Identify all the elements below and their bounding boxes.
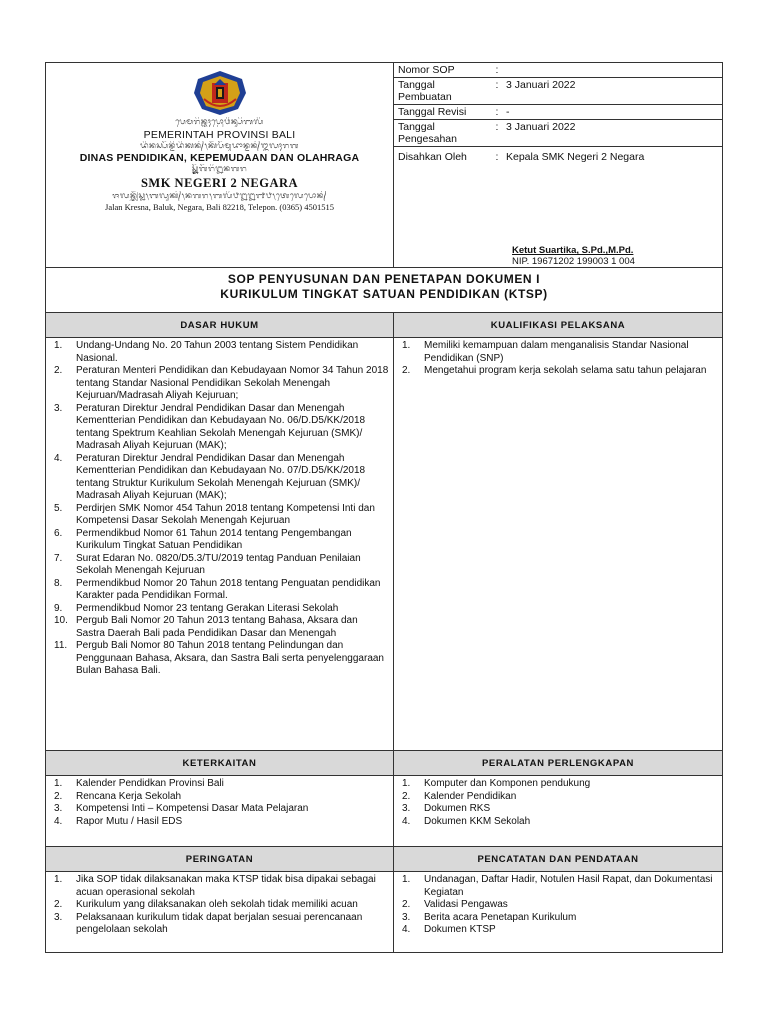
section-body-keterkaitan [46,776,394,847]
peringatan-list [50,874,389,937]
list-item-number: 10. [54,615,68,626]
list-item-text: Permendikbud Nomor 61 Tahun 2014 tentang Pengembangan Kurikulum Tingkat Satuan Pendidikan [76,527,352,551]
section-heading-kualifikasi: KUALIFIKASI PELAKSANA [394,313,723,338]
list-item-number: 4. [402,924,411,935]
list-item [398,874,718,899]
list-item-text: Perdirjen SMK Nomor 454 Tahun 2018 tentang Kompetensi Inti dan Kompetensi Dasar Sekolah Menengah Kejuruan [76,502,375,526]
list-item [50,603,389,616]
section-heading-peringatan: PERINGATAN [46,847,394,872]
list-item-number: 3. [402,911,411,923]
list-item-text: Kalender Pendidikan [424,790,517,802]
section-heading-keterkaitan: KETERKAITAN [46,751,394,776]
list-item [50,816,389,829]
section-body-peringatan [46,872,394,953]
section-heading-pencatatan: PENCATATAN DAN PENDATAAN [394,847,723,872]
school-address: Jalan Kresna, Baluk, Negara, Bali 82218, Telepon. (0365) 4501515 [105,202,334,212]
list-item-text: Rencana Kerja Sekolah [76,790,182,802]
school-name: SMK NEGERI 2 NEGARA [140,176,299,190]
list-item [50,803,389,816]
list-item [50,615,389,640]
list-item-number: 9. [54,602,63,614]
list-item [50,453,389,503]
list-item-number: 8. [54,577,63,589]
list-item-number: 2. [54,365,63,376]
list-item-number: 2. [402,899,411,910]
list-item [50,578,389,603]
section-heading-peralatan: PERALATAN PERLENGKAPAN [394,751,723,776]
list-item-text: Dokumen RKS [424,803,491,814]
metadata-colon: : [495,79,499,91]
sop-metadata [394,63,723,268]
list-item [50,553,389,578]
list-item-text: Jika SOP tidak dilaksanakan maka KTSP tidak bisa dipakai sebagai acuan operasional sekolah [76,874,376,898]
sop-document [45,62,722,953]
list-item-text: Pergub Bali Nomor 20 Tahun 2013 tentang Bahasa, Aksara dan Sastra Daerah Bali pada Pendidikan Dasar dan Menengah [76,615,358,639]
list-item [398,899,718,912]
list-item [50,791,389,804]
list-item [398,778,718,791]
dasar-hukum-list [50,340,389,678]
peralatan-list [398,778,718,828]
list-item-text: Pelaksanaan kurikulum tidak dapat berjalan sesuai perencanaan pengelolaan sekolah [76,911,363,935]
list-item-text: Permendikbud Nomor 20 Tahun 2018 tentang Penguatan pendidikan Karakter pada Pendidikan Formal. [76,577,381,601]
metadata-label: Tanggal Revisi [398,106,467,118]
list-item [50,778,389,791]
list-item-number: 4. [402,815,411,827]
list-item-number: 3. [54,803,63,814]
sop-table [45,62,723,953]
metadata-row [394,147,722,169]
list-item [50,365,389,403]
list-item-text: Peraturan Menteri Pendidikan dan Kebudayaan Nomor 34 Tahun 2018 tentang Standar Nasional Pendidikan Sekolah Menengah Kejuruan/Madrasah Aliyah Kejuruan; [76,365,389,401]
list-item-text: Permendikbud Nomor 23 tentang Gerakan Literasi Sekolah [76,602,339,614]
list-item-number: 6. [54,527,63,539]
list-item-number: 1. [402,778,411,789]
list-item-text: Peraturan Direktur Jendral Pendidikan Dasar dan Menengah Kementterian Pendidikan dan Kebudayaan No. 06/D.D5/KK/2018 tentang Spektrum Keahlian Sekolah Menengah Kejuruan (SMK)/ Madrasah Aliyah Kejuruan (MAK); [76,402,366,451]
document-title [46,268,723,313]
title-line-2: KURIKULUM TINGKAT SATUAN PENDIDIKAN (KTSP) [220,287,548,301]
metadata-label: Disahkan Oleh [398,151,467,163]
metadata-colon: : [495,106,499,118]
section-body-peralatan [394,776,723,847]
signatory-nip: NIP. 19671202 199003 1 004 [512,256,635,267]
list-item-number: 1. [54,778,63,789]
list-item-text: Mengetahui program kerja sekolah selama satu tahun pelajaran [424,365,707,376]
list-item [398,924,718,937]
metadata-row [394,78,722,105]
balinese-script-line: ᬲ᭄ᬫ᭄ᬓ᭄ᬦᭂᬕᭂᬭᬶ᭒ᬦᬕᬭ [191,164,248,173]
kualifikasi-list [398,340,718,378]
list-item-text: Undang-Undang No. 20 Tahun 2003 tentang Sistem Pendidikan Nasional. [76,340,359,364]
list-item-number: 7. [54,552,63,564]
list-item [50,528,389,553]
list-item-text: Surat Edaran No. 0820/D5.3/TU/2019 tentag Panduan Penilaian Sekolah Menengah Kejuruan [76,552,361,576]
bali-province-logo-icon [190,69,250,117]
metadata-value: 3 Januari 2022 [506,79,576,91]
balinese-script-line: ᬚᬮᬦ᭄ᬓ᭄ᬭᭂᬲ᭄ᬦ᭞ᬩᬮᬸᬓ᭄᭞ᬦᬕᬭ᭞ᬩᬮᬶ᭘᭒᭒᭑᭘᭞ᬢᬾᬮᬾᬧᭀᬦ᭄ [112,191,327,200]
list-item-number: 1. [54,874,63,885]
list-item-text: Berita acara Penetapan Kurikulum [424,911,577,923]
list-item [398,340,718,365]
metadata-table [394,63,722,169]
balinese-script-line: ᬧᬾᬫᬭᬶᬦ᭄ᬢᬄᬧ᭄ᬭᭀᬯᬶᬦ᭄ᬲᬶᬩᬮᬶ [175,117,264,126]
metadata-row [394,120,722,147]
list-item [50,403,389,453]
list-item-number: 4. [54,452,63,464]
list-item [50,912,389,937]
metadata-value: - [506,106,510,118]
list-item-number: 2. [54,790,63,802]
metadata-row [394,63,722,78]
list-item-number: 1. [54,340,63,351]
list-item-number: 3. [402,803,411,814]
list-item [398,365,718,378]
list-item-number: 5. [54,502,63,514]
balinese-script-line: ᬤᬶᬦᬲ᭄ᬧᭂᬦ᭄ᬤᬶᬤᬶᬓᬦ᭄᭞ᬓᭂᬧᭂᬫᬸᬤᬵᬦ᭄ᬤᬦ᭄ᬑᬮᬄᬭᬕ [139,141,300,150]
metadata-value: 3 Januari 2022 [506,121,576,133]
letterhead [46,63,394,268]
metadata-colon: : [495,121,499,133]
list-item-number: 2. [402,365,411,376]
signatory-name: Ketut Suartika, S.Pd.,M.Pd. [512,245,634,256]
list-item [50,503,389,528]
list-item-text: Validasi Pengawas [424,899,508,910]
pencatatan-list [398,874,718,937]
metadata-label: Tanggal Pengesahan [398,121,457,145]
list-item-number: 1. [402,340,411,351]
list-item-text: Kalender Pendidkan Provinsi Bali [76,778,224,789]
list-item-text: Komputer dan Komponen pendukung [424,778,591,789]
metadata-row [394,105,722,120]
section-body-dasar-hukum [46,338,394,751]
keterkaitan-list [50,778,389,828]
list-item [50,340,389,365]
list-item-text: Peraturan Direktur Jendral Pendidikan Dasar dan Menengah Kementterian Pendidikan dan Kebudayaan No. 07/D.D5/KK/2018 tentang Struktur Kurikulum Sekolah Menengah Kejuruan (SMK)/ Madrasah Aliyah Kejuruan (MAK); [76,452,366,501]
list-item-text: Memiliki kemampuan dalam menganalisis Standar Nasional Pendidikan (SNP) [424,340,689,364]
list-item-number: 3. [54,402,63,414]
department-name: DINAS PENDIDIKAN, KEPEMUDAAN DAN OLAHRAGA [79,152,360,164]
title-line-1: SOP PENYUSUNAN DAN PENETAPAN DOKUMEN I [227,272,541,286]
section-body-pencatatan [394,872,723,953]
list-item-text: Pergub Bali Nomor 80 Tahun 2018 tentang Pelindungan dan Penggunaan Bahasa, Aksara, dan Sastra Bali serta penyelenggaraan Bulan Bahasa Bali. [76,640,384,676]
list-item [398,803,718,816]
list-item-number: 2. [54,899,63,910]
list-item [398,816,718,829]
list-item-number: 4. [54,815,63,827]
list-item [398,791,718,804]
list-item-text: Undanagan, Daftar Hadir, Notulen Hasil Rapat, dan Dokumentasi Kegiatan [424,874,713,898]
list-item-text: Dokumen KTSP [424,924,496,935]
metadata-label: Tanggal Pembuatan [398,79,452,103]
list-item-number: 2. [402,790,411,802]
list-item-number: 3. [54,911,63,923]
government-name: PEMERINTAH PROVINSI BALI [143,129,296,141]
list-item-number: 1. [402,874,411,885]
section-heading-dasar-hukum: DASAR HUKUM [46,313,394,338]
list-item-text: Rapor Mutu / Hasil EDS [76,815,183,827]
section-body-kualifikasi [394,338,723,751]
metadata-colon: : [495,151,499,163]
list-item-text: Kurikulum yang dilaksanakan oleh sekolah tidak memiliki acuan [76,899,358,910]
metadata-label: Nomor SOP [398,64,455,76]
metadata-value [504,63,722,77]
list-item [50,899,389,912]
list-item-text: Dokumen KKM Sekolah [424,815,531,827]
list-item [398,912,718,925]
list-item-text: Kompetensi Inti – Kompetensi Dasar Mata Pelajaran [76,803,309,814]
list-item-number: 11. [54,640,68,651]
list-item [50,640,389,678]
signature-block [394,169,722,267]
metadata-value: Kepala SMK Negeri 2 Negara [506,151,645,163]
list-item [50,874,389,899]
metadata-colon: : [495,64,499,76]
